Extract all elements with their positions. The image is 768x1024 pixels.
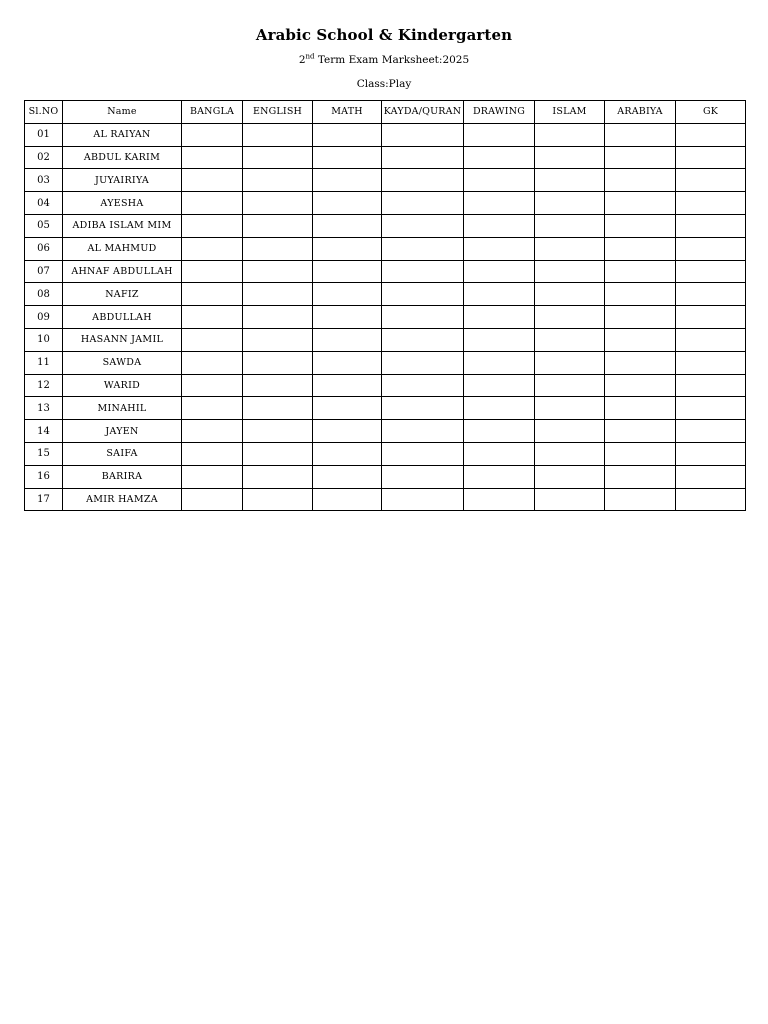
serial-number-cell: 12 xyxy=(25,374,63,397)
table-row xyxy=(25,169,746,192)
mark-cell-drawing xyxy=(464,351,535,374)
mark-cell-math xyxy=(313,351,382,374)
mark-cell-english xyxy=(243,237,313,260)
mark-cell-gk xyxy=(676,374,746,397)
mark-cell-english xyxy=(243,214,313,237)
mark-cell-english xyxy=(243,397,313,420)
table-row xyxy=(25,351,746,374)
mark-cell-english xyxy=(243,420,313,443)
mark-cell-kayda-quran xyxy=(382,169,464,192)
mark-cell-drawing xyxy=(464,260,535,283)
mark-cell-drawing xyxy=(464,169,535,192)
serial-number-cell: 16 xyxy=(25,465,63,488)
exam-subtitle xyxy=(0,54,768,66)
mark-cell-bangla xyxy=(182,488,243,511)
mark-cell-islam xyxy=(535,351,605,374)
mark-cell-math xyxy=(313,374,382,397)
marksheet-table xyxy=(24,100,746,511)
mark-cell-bangla xyxy=(182,306,243,329)
serial-number-cell: 13 xyxy=(25,397,63,420)
mark-cell-kayda-quran xyxy=(382,442,464,465)
mark-cell-english xyxy=(243,192,313,215)
mark-cell-drawing xyxy=(464,123,535,146)
column-header-gk: GK xyxy=(676,101,746,124)
mark-cell-kayda-quran xyxy=(382,328,464,351)
student-name-cell: NAFIZ xyxy=(63,283,182,306)
mark-cell-bangla xyxy=(182,123,243,146)
mark-cell-drawing xyxy=(464,488,535,511)
mark-cell-arabiya xyxy=(605,442,676,465)
term-suffix: nd xyxy=(305,52,315,61)
student-name-cell: BARIRA xyxy=(63,465,182,488)
mark-cell-arabiya xyxy=(605,146,676,169)
school-title: Arabic School & Kindergarten xyxy=(255,26,513,44)
mark-cell-kayda-quran xyxy=(382,237,464,260)
mark-cell-english xyxy=(243,306,313,329)
mark-cell-bangla xyxy=(182,237,243,260)
serial-number-cell: 15 xyxy=(25,442,63,465)
mark-cell-math xyxy=(313,328,382,351)
mark-cell-bangla xyxy=(182,420,243,443)
mark-cell-islam xyxy=(535,374,605,397)
student-name-cell: SAIFA xyxy=(63,442,182,465)
table-row xyxy=(25,237,746,260)
mark-cell-bangla xyxy=(182,214,243,237)
mark-cell-math xyxy=(313,442,382,465)
mark-cell-kayda-quran xyxy=(382,146,464,169)
mark-cell-kayda-quran xyxy=(382,306,464,329)
mark-cell-arabiya xyxy=(605,397,676,420)
mark-cell-arabiya xyxy=(605,351,676,374)
mark-cell-math xyxy=(313,146,382,169)
column-header-arabiya: ARABIYA xyxy=(605,101,676,124)
column-header-name: Name xyxy=(63,101,182,124)
mark-cell-islam xyxy=(535,420,605,443)
mark-cell-kayda-quran xyxy=(382,488,464,511)
mark-cell-drawing xyxy=(464,214,535,237)
table-row xyxy=(25,146,746,169)
mark-cell-gk xyxy=(676,169,746,192)
table-row xyxy=(25,283,746,306)
student-name-cell: ADIBA ISLAM MIM xyxy=(63,214,182,237)
mark-cell-islam xyxy=(535,260,605,283)
mark-cell-arabiya xyxy=(605,328,676,351)
mark-cell-math xyxy=(313,420,382,443)
mark-cell-gk xyxy=(676,214,746,237)
mark-cell-gk xyxy=(676,260,746,283)
table-row xyxy=(25,123,746,146)
mark-cell-gk xyxy=(676,328,746,351)
student-name-cell: AL RAIYAN xyxy=(63,123,182,146)
student-name-cell: WARID xyxy=(63,374,182,397)
table-row xyxy=(25,306,746,329)
mark-cell-english xyxy=(243,351,313,374)
mark-cell-bangla xyxy=(182,351,243,374)
student-name-cell: ABDULLAH xyxy=(63,306,182,329)
mark-cell-bangla xyxy=(182,260,243,283)
table-row xyxy=(25,465,746,488)
mark-cell-gk xyxy=(676,397,746,420)
header-row xyxy=(25,101,746,124)
term-number: 2 xyxy=(298,54,306,66)
mark-cell-math xyxy=(313,237,382,260)
mark-cell-islam xyxy=(535,283,605,306)
mark-cell-arabiya xyxy=(605,374,676,397)
student-name-cell: AMIR HAMZA xyxy=(63,488,182,511)
mark-cell-english xyxy=(243,146,313,169)
mark-cell-math xyxy=(313,169,382,192)
mark-cell-bangla xyxy=(182,169,243,192)
mark-cell-islam xyxy=(535,214,605,237)
mark-cell-islam xyxy=(535,306,605,329)
mark-cell-gk xyxy=(676,488,746,511)
table-row xyxy=(25,192,746,215)
serial-number-cell: 11 xyxy=(25,351,63,374)
mark-cell-gk xyxy=(676,420,746,443)
mark-cell-gk xyxy=(676,237,746,260)
mark-cell-arabiya xyxy=(605,214,676,237)
mark-cell-kayda-quran xyxy=(382,351,464,374)
mark-cell-gk xyxy=(676,123,746,146)
mark-cell-islam xyxy=(535,237,605,260)
mark-cell-islam xyxy=(535,146,605,169)
mark-cell-english xyxy=(243,328,313,351)
mark-cell-english xyxy=(243,442,313,465)
mark-cell-math xyxy=(313,283,382,306)
mark-cell-drawing xyxy=(464,192,535,215)
class-label: Class:Play xyxy=(356,78,412,90)
mark-cell-drawing xyxy=(464,328,535,351)
mark-cell-bangla xyxy=(182,328,243,351)
column-header-math: MATH xyxy=(313,101,382,124)
mark-cell-gk xyxy=(676,465,746,488)
mark-cell-kayda-quran xyxy=(382,397,464,420)
mark-cell-kayda-quran xyxy=(382,283,464,306)
mark-cell-drawing xyxy=(464,374,535,397)
serial-number-cell: 06 xyxy=(25,237,63,260)
mark-cell-arabiya xyxy=(605,237,676,260)
serial-number-cell: 10 xyxy=(25,328,63,351)
mark-cell-kayda-quran xyxy=(382,420,464,443)
mark-cell-kayda-quran xyxy=(382,465,464,488)
student-name-cell: AL MAHMUD xyxy=(63,237,182,260)
mark-cell-islam xyxy=(535,397,605,420)
serial-number-cell: 02 xyxy=(25,146,63,169)
mark-cell-math xyxy=(313,488,382,511)
student-name-cell: MINAHIL xyxy=(63,397,182,420)
mark-cell-english xyxy=(243,488,313,511)
column-header-bangla: BANGLA xyxy=(182,101,243,124)
mark-cell-gk xyxy=(676,146,746,169)
mark-cell-english xyxy=(243,260,313,283)
mark-cell-kayda-quran xyxy=(382,374,464,397)
column-header-kayda-quran: KAYDA/QURAN xyxy=(382,101,464,124)
mark-cell-drawing xyxy=(464,237,535,260)
table-row xyxy=(25,374,746,397)
mark-cell-drawing xyxy=(464,465,535,488)
mark-cell-bangla xyxy=(182,374,243,397)
serial-number-cell: 08 xyxy=(25,283,63,306)
mark-cell-drawing xyxy=(464,420,535,443)
serial-number-cell: 05 xyxy=(25,214,63,237)
exam-title-text: Term Exam Marksheet:2025 xyxy=(314,54,470,66)
mark-cell-math xyxy=(313,306,382,329)
serial-number-cell: 01 xyxy=(25,123,63,146)
mark-cell-english xyxy=(243,283,313,306)
mark-cell-bangla xyxy=(182,283,243,306)
mark-cell-arabiya xyxy=(605,306,676,329)
mark-cell-gk xyxy=(676,283,746,306)
table-row xyxy=(25,214,746,237)
table-row xyxy=(25,260,746,283)
mark-cell-drawing xyxy=(464,442,535,465)
serial-number-cell: 07 xyxy=(25,260,63,283)
mark-cell-arabiya xyxy=(605,123,676,146)
mark-cell-math xyxy=(313,214,382,237)
table-row xyxy=(25,488,746,511)
column-header-english: ENGLISH xyxy=(243,101,313,124)
mark-cell-arabiya xyxy=(605,465,676,488)
mark-cell-islam xyxy=(535,192,605,215)
serial-number-cell: 14 xyxy=(25,420,63,443)
table-row xyxy=(25,442,746,465)
mark-cell-islam xyxy=(535,465,605,488)
mark-cell-math xyxy=(313,397,382,420)
serial-number-cell: 09 xyxy=(25,306,63,329)
mark-cell-math xyxy=(313,260,382,283)
mark-cell-bangla xyxy=(182,146,243,169)
mark-cell-math xyxy=(313,192,382,215)
column-header-slno: Sl.NO xyxy=(25,101,63,124)
mark-cell-english xyxy=(243,169,313,192)
mark-cell-islam xyxy=(535,169,605,192)
mark-cell-drawing xyxy=(464,306,535,329)
student-name-cell: JAYEN xyxy=(63,420,182,443)
column-header-drawing: DRAWING xyxy=(464,101,535,124)
mark-cell-bangla xyxy=(182,192,243,215)
table-row xyxy=(25,397,746,420)
mark-cell-kayda-quran xyxy=(382,192,464,215)
table-row xyxy=(25,328,746,351)
mark-cell-gk xyxy=(676,192,746,215)
mark-cell-bangla xyxy=(182,465,243,488)
mark-cell-arabiya xyxy=(605,169,676,192)
mark-cell-kayda-quran xyxy=(382,123,464,146)
mark-cell-bangla xyxy=(182,397,243,420)
student-name-cell: AHNAF ABDULLAH xyxy=(63,260,182,283)
mark-cell-kayda-quran xyxy=(382,260,464,283)
mark-cell-arabiya xyxy=(605,488,676,511)
mark-cell-gk xyxy=(676,442,746,465)
student-name-cell: SAWDA xyxy=(63,351,182,374)
student-name-cell: JUYAIRIYA xyxy=(63,169,182,192)
mark-cell-drawing xyxy=(464,283,535,306)
mark-cell-arabiya xyxy=(605,192,676,215)
student-name-cell: ABDUL KARIM xyxy=(63,146,182,169)
mark-cell-arabiya xyxy=(605,420,676,443)
table-row xyxy=(25,420,746,443)
mark-cell-english xyxy=(243,374,313,397)
student-name-cell: HASANN JAMIL xyxy=(63,328,182,351)
serial-number-cell: 03 xyxy=(25,169,63,192)
mark-cell-kayda-quran xyxy=(382,214,464,237)
serial-number-cell: 17 xyxy=(25,488,63,511)
mark-cell-arabiya xyxy=(605,283,676,306)
student-name-cell: AYESHA xyxy=(63,192,182,215)
mark-cell-math xyxy=(313,465,382,488)
mark-cell-math xyxy=(313,123,382,146)
mark-cell-english xyxy=(243,123,313,146)
mark-cell-islam xyxy=(535,123,605,146)
mark-cell-drawing xyxy=(464,146,535,169)
mark-cell-english xyxy=(243,465,313,488)
mark-cell-arabiya xyxy=(605,260,676,283)
mark-cell-islam xyxy=(535,442,605,465)
mark-cell-islam xyxy=(535,488,605,511)
column-header-islam: ISLAM xyxy=(535,101,605,124)
serial-number-cell: 04 xyxy=(25,192,63,215)
mark-cell-bangla xyxy=(182,442,243,465)
mark-cell-gk xyxy=(676,306,746,329)
mark-cell-drawing xyxy=(464,397,535,420)
mark-cell-gk xyxy=(676,351,746,374)
mark-cell-islam xyxy=(535,328,605,351)
